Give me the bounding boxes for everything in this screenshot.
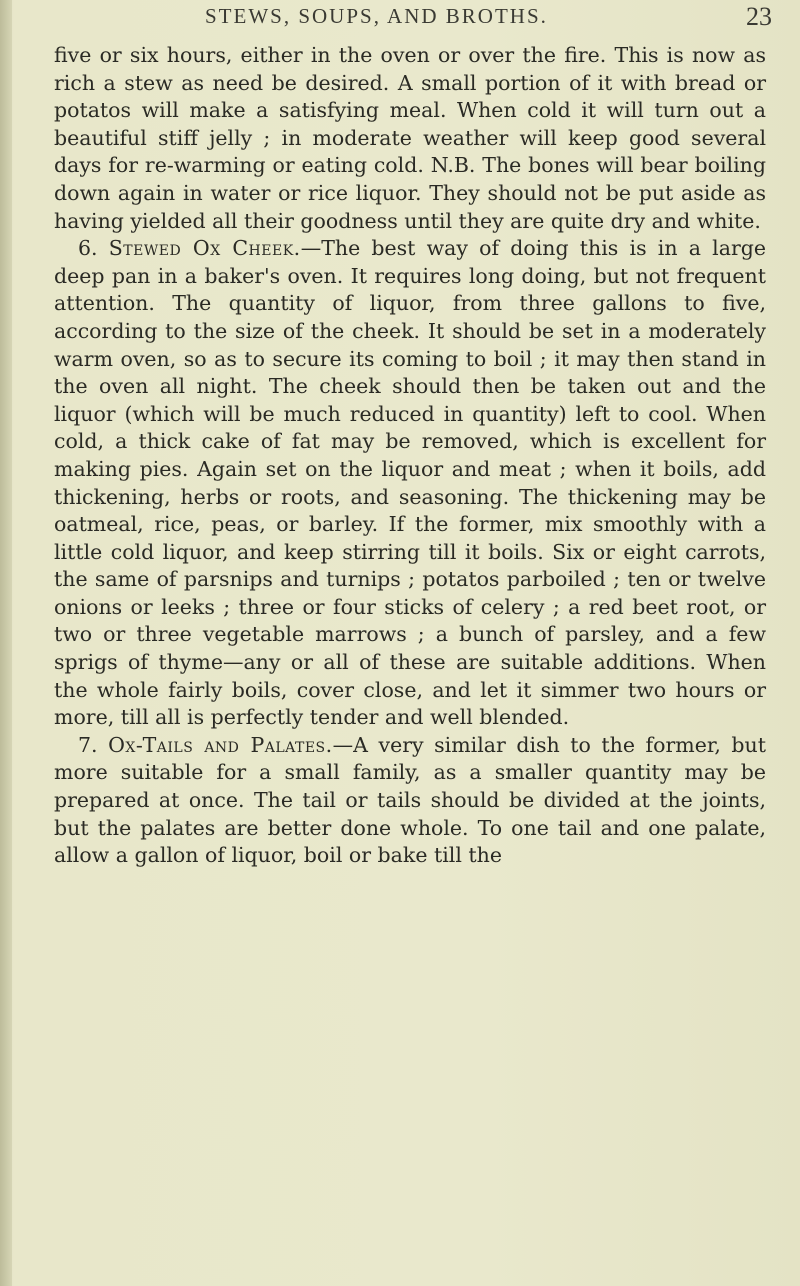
recipe-number: 6.	[78, 236, 98, 261]
paragraph-text: five or six hours, either in the oven or over the fire. This is now as rich a stew as need be desired. A small portion of it with bread or potatos will make a satisfying meal. When cold it will turn out a beautiful stiff jelly ; in moderate weather will keep good several days for re-warming or eating cold. N.B. The bones will bear boiling down again in water or rice liquor. They should not be put aside as having yielded all their goodness until they are quite dry and white.	[54, 43, 766, 233]
page-gutter-edge	[0, 0, 12, 1286]
recipe-heading: Ox-Tails and Palates.	[108, 732, 333, 757]
page-header	[0, 4, 800, 30]
recipe-stewed-ox-cheek	[54, 235, 766, 732]
running-head: STEWS, SOUPS, AND BROTHS.	[205, 4, 548, 28]
recipe-heading: Stewed Ox Cheek.	[108, 236, 301, 261]
paragraph-text: —A very similar dish to the former, but more suitable for a small family, as a smaller quantity may be prepared at once. The tail or tails should be divided at the joints, but the palates are better done whole. To one tail and one palate, allow a gallon of liquor, boil or bake till the	[54, 732, 766, 868]
page-body	[54, 42, 766, 870]
recipe-number: 7.	[78, 732, 98, 757]
recipe-ox-tails-and-palates	[54, 732, 766, 870]
page-number: 23	[746, 2, 772, 31]
paragraph-text: —The best way of doing this is in a large deep pan in a baker's oven. It requires long doing, but not frequent attention. The quantity of liquor, from three gallons to five, according to the size of the cheek. It should be set in a moderately warm oven, so as to secure its coming to boil ; it may then stand in the oven all night. The cheek should then be taken out and the liquor (which will be much reduced in quantity) left to cool. When cold, a thick cake of fat may be removed, which is excellent for making pies. Again set on the liquor and meat ; when it boils, add thickening, herbs or roots, and seasoning. The thickening may be oatmeal, rice, peas, or barley. If the former, mix smoothly with a little cold liquor, and keep stirring till it boils. Six or eight carrots, the same of parsnips and turnips ; potatos parboiled ; ten or twelve onions or leeks ; three or four sticks of celery ; a red beet root, or two or three vegetable marrows ; a bunch of parsley, and a few sprigs of thyme—any or all of these are suitable additions. When the whole fairly boils, cover close, and let it simmer two hours or more, till all is perfectly tender and well blended.	[54, 236, 766, 730]
paragraph-continued	[54, 42, 766, 235]
